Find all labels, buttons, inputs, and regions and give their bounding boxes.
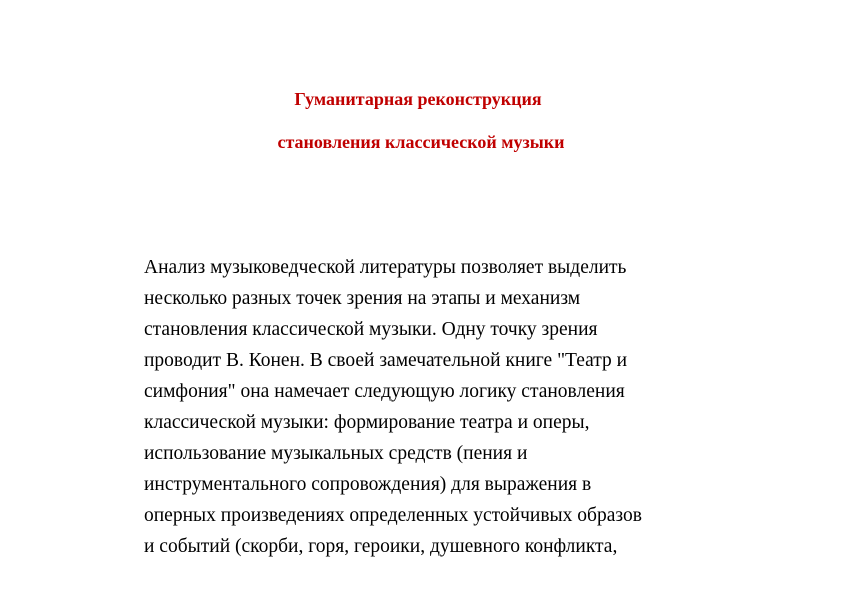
body-line: классической музыки: формирование театра и оперы, — [144, 412, 590, 433]
title-line-2: становления классической музыки — [277, 132, 565, 152]
body-line: Анализ музыковедческой литературы позволяет выделить — [144, 257, 627, 278]
body-line: инструментального сопровождения) для выражения в — [144, 474, 592, 495]
body-line: и событий (скорби, горя, героики, душевного конфликта, — [144, 536, 618, 557]
body-line: оперных произведениях определенных устойчивых образов — [144, 505, 642, 526]
body-text — [144, 252, 744, 562]
body-line: проводит В. Конен. В своей замечательной книге "Театр и — [144, 350, 628, 371]
body-line: симфония" она намечает следующую логику становления — [144, 381, 625, 402]
title-line-1: Гуманитарная реконструкция — [294, 89, 542, 109]
body-line: несколько разных точек зрения на этапы и механизм — [144, 288, 581, 309]
body-line: использование музыкальных средств (пения и — [144, 443, 528, 464]
body-line: становления классической музыки. Одну точку зрения — [144, 319, 598, 340]
